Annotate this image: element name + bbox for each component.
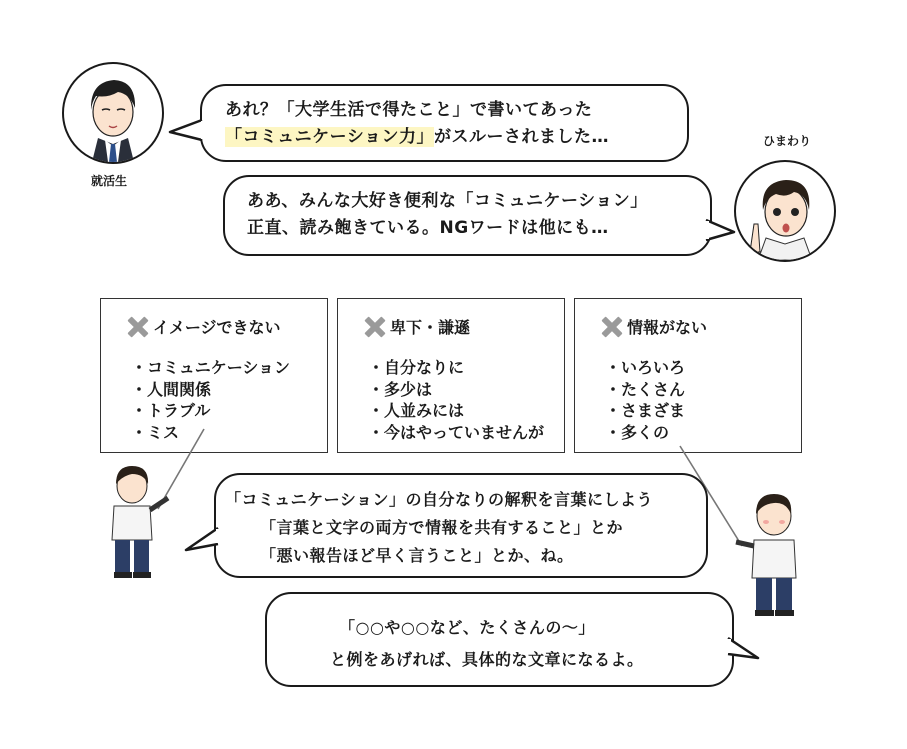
student-avatar <box>62 62 164 164</box>
bubble2-line2: 正直、読み飽きている。NGワードは他にも… <box>247 218 609 238</box>
list-item: ・ 多くの <box>605 422 685 444</box>
highlighted-term: 「コミュニケーション力」 <box>225 127 434 147</box>
ng-panel-humble <box>337 298 565 453</box>
bubble3-line1: 「コミュニケーション」の自分なりの解釈を言葉にしよう <box>225 490 654 509</box>
list-item: ・ コミュニケーション <box>131 357 290 379</box>
list-item: ・ 人間関係 <box>131 379 290 401</box>
panel-title: 情報がない <box>627 318 708 337</box>
bubble3-line3: 「悪い報告ほど早く言うこと」とか、ね。 <box>260 546 574 565</box>
bubble-tail-icon <box>726 636 762 664</box>
panel-title: 卑下・謙遜 <box>390 318 471 337</box>
list-item: ・ さまざま <box>605 400 685 422</box>
panel-title: イメージできない <box>153 318 281 337</box>
list-item: ・ 多少は <box>368 379 544 401</box>
x-mark-icon <box>127 316 149 338</box>
bubble4-line2: と例をあげれば、具体的な文章になるよ。 <box>330 650 644 669</box>
bubble-tail-icon <box>168 118 208 144</box>
bubble1-line2 <box>225 123 609 152</box>
list-item: ・ トラブル <box>131 400 290 422</box>
advisor-figure-right-icon <box>730 490 812 618</box>
bubble-tail-icon <box>184 526 222 554</box>
ng-panel-no-info <box>574 298 802 453</box>
bubble4-line1: 「○○や○○など、たくさんの～」 <box>339 618 595 637</box>
list-item: ・ 今はやっていませんが <box>368 422 544 444</box>
advisor-avatar <box>734 160 836 262</box>
list-item: ・ ミス <box>131 422 290 444</box>
x-mark-icon <box>601 316 623 338</box>
list-item: ・ たくさん <box>605 379 685 401</box>
bubble1-line2-rest: がスルーされました… <box>433 127 609 147</box>
list-item: ・ 人並みには <box>368 400 544 422</box>
list-item: ・ いろいろ <box>605 357 685 379</box>
advisor-name-label: ひまわり <box>763 134 812 148</box>
student-portrait-icon <box>64 64 162 162</box>
bubble1-line1: あれ？「大学生活で得たこと」で書いてあった <box>225 100 593 120</box>
ng-panel-unimaginable <box>100 298 328 453</box>
student-name-label: 就活生 <box>91 174 128 188</box>
list-item: ・ 自分なりに <box>368 357 544 379</box>
x-mark-icon <box>364 316 386 338</box>
bubble3-line2: 「言葉と文字の両方で情報を共有すること」とか <box>260 518 624 537</box>
bubble2-line1: ああ、みんな大好き便利な「コミュニケーション」 <box>247 191 648 211</box>
bubble-tail-icon <box>704 218 738 244</box>
advisor-portrait-icon <box>736 162 834 260</box>
advisor-figure-left-icon <box>102 462 174 580</box>
